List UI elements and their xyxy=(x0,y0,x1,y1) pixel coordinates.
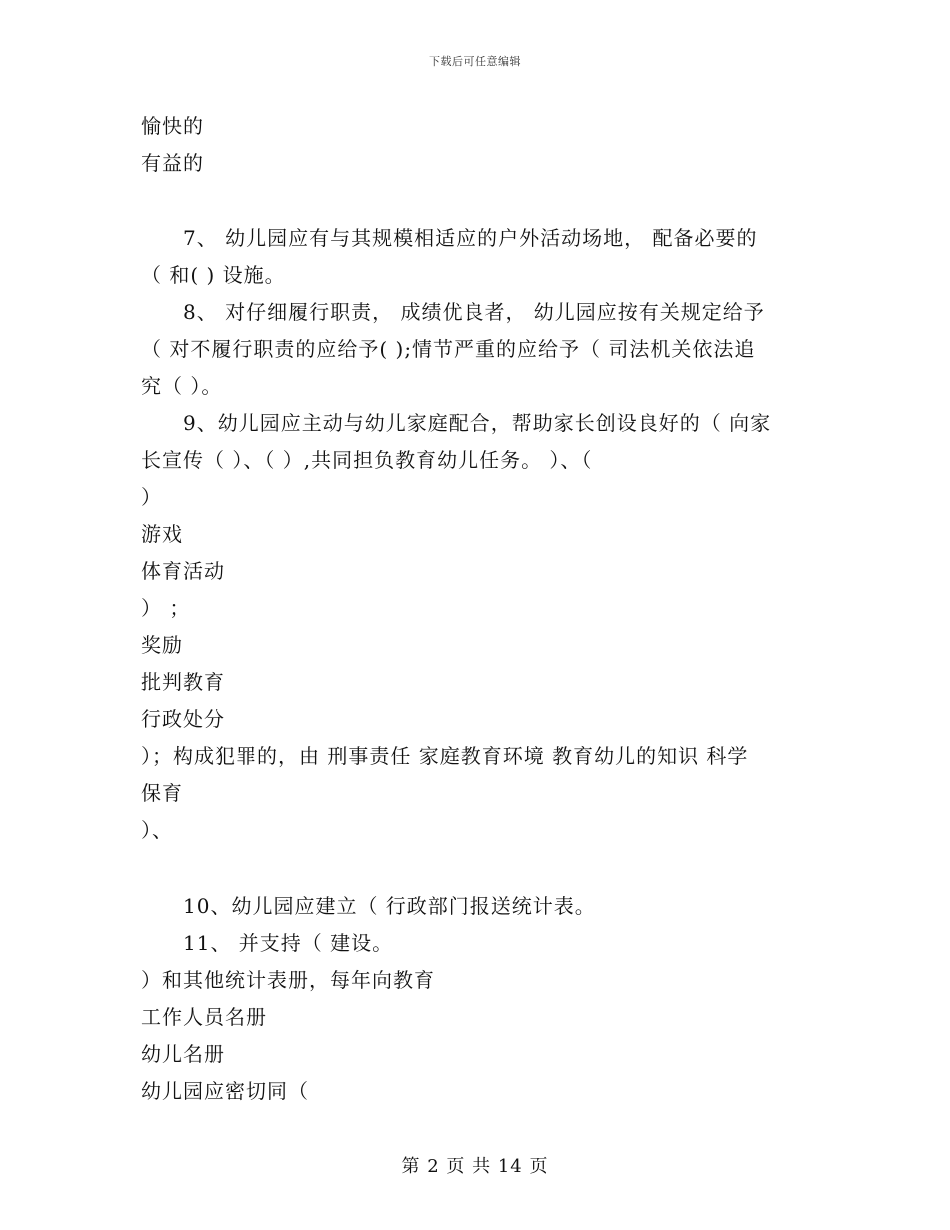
text-line: 7、 幼儿园应有与其规模相适应的户外活动场地， 配备必要的 xyxy=(183,226,758,250)
text-line: 游戏 xyxy=(141,522,183,546)
text-line: ） ； xyxy=(141,596,191,620)
page-header: 下载后可任意编辑 xyxy=(429,55,521,68)
text-line: 工作人员名册 xyxy=(141,1005,267,1029)
text-line: 9、幼儿园应主动与幼儿家庭配合，帮助家长创设良好的（ 向家 xyxy=(183,411,772,435)
text-line: 奖励 xyxy=(141,633,183,657)
text-line: （ 和( ) 设施。 xyxy=(141,263,286,287)
text-line: ）；构成犯罪的，由 刑事责任 家庭教育环境 教育幼儿的知识 科学 xyxy=(141,744,749,768)
text-line: 幼儿园应密切同（ xyxy=(141,1079,309,1103)
text-line: 8、 对仔细履行职责， 成绩优良者， 幼儿园应按有关规定给予 xyxy=(183,300,765,324)
text-line: 长宣传（ ）、（ ）,共同担负教育幼儿任务。 ）、（ xyxy=(141,448,593,472)
text-line: ）、 xyxy=(141,818,173,842)
text-line: 体育活动 xyxy=(141,559,225,583)
text-line: 10、幼儿园应建立（ 行政部门报送统计表。 xyxy=(183,894,596,918)
text-line: （ 对不履行职责的应给予( );情节严重的应给予（ 司法机关依法追 xyxy=(141,337,756,361)
text-line: 有益的 xyxy=(141,151,204,175)
text-line: 批判教育 xyxy=(141,670,225,694)
text-line: ）和其他统计表册，每年向教育 xyxy=(141,968,435,992)
text-line: 究（ ）。 xyxy=(141,374,223,398)
text-line: 11、 并支持（ 建设。 xyxy=(183,931,394,955)
text-line: 保育 xyxy=(141,781,183,805)
text-line: ） xyxy=(141,485,162,509)
text-line: 幼儿名册 xyxy=(141,1042,225,1066)
page-number: 第 2 页 共 14 页 xyxy=(401,1156,549,1177)
text-line: 愉快的 xyxy=(141,114,204,138)
text-line: 行政处分 xyxy=(141,707,225,731)
